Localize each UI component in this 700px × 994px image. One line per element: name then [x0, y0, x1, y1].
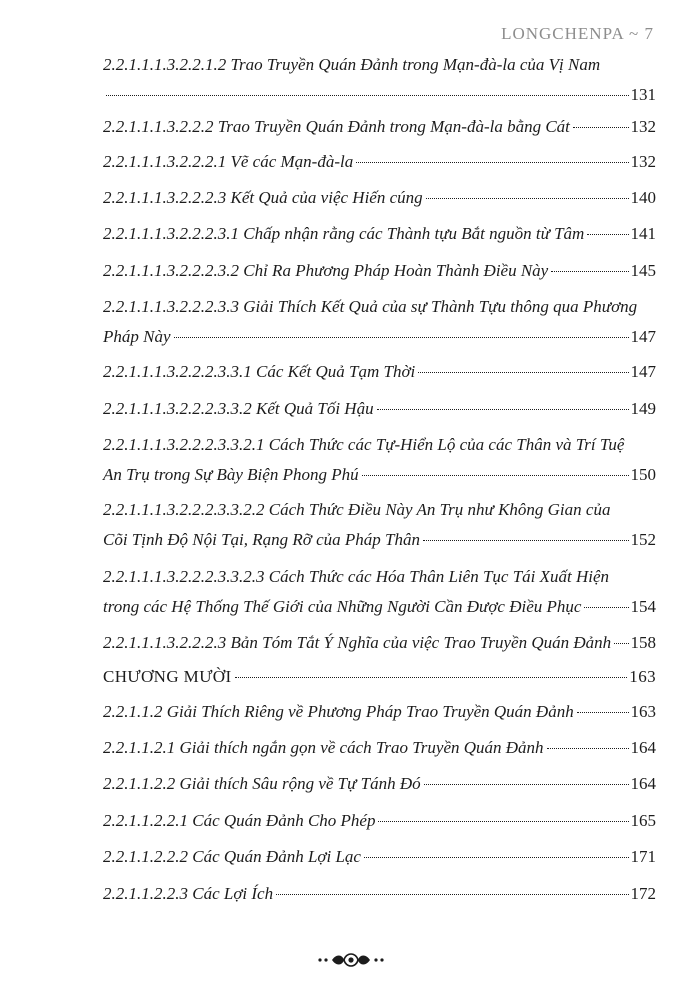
- toc-entry-title: 2.2.1.1.1.3.2.2.1.2 Trao Truyền Quán Đảnh trong Mạn-đà-la của Vị Nam: [103, 55, 601, 74]
- toc-entry: [103, 357, 656, 387]
- toc-page-number: 131: [630, 84, 656, 104]
- toc-page-number: 154: [630, 596, 656, 616]
- toc-entry-title: 2.2.1.1.2 Giải Thích Riêng về Phương Pháp Trao Truyền Quán Đảnh: [103, 702, 574, 721]
- toc-page-number: 158: [630, 633, 656, 652]
- toc-entry-line: [103, 628, 656, 658]
- toc-entry-title: 2.2.1.1.1.3.2.2.2.3.3.2.2 Cách Thức Điều Này An Trụ như Không Gian của: [103, 500, 611, 519]
- toc-entry-title: 2.2.1.1.1.3.2.2.2.1 Vẽ các Mạn-đà-la: [103, 152, 354, 171]
- toc-entry-title: 2.2.1.1.1.3.2.2.2.3 Bản Tóm Tắt Ý Nghĩa của việc Trao Truyền Quán Đảnh: [103, 633, 612, 652]
- toc-page-number: 147: [630, 326, 656, 346]
- toc-page-number: 149: [630, 399, 656, 418]
- dot-leader: [378, 821, 628, 822]
- dot-leader: [276, 894, 628, 895]
- toc-entry-title: Cõi Tịnh Độ Nội Tại, Rạng Rỡ của Pháp Thân: [103, 529, 420, 549]
- dot-leader: [235, 677, 628, 678]
- toc-entry: [103, 769, 656, 799]
- toc-entry: [103, 806, 656, 836]
- toc-entry: [103, 112, 656, 142]
- toc-page-number: 164: [630, 774, 656, 793]
- toc-entry: [103, 662, 656, 692]
- toc-entry: [103, 50, 656, 109]
- toc-entry-line: [103, 592, 656, 622]
- toc-page-number: 163: [629, 667, 656, 686]
- toc-entry-line: [103, 460, 656, 490]
- toc-page-number: 164: [630, 738, 656, 757]
- toc-entry: [103, 562, 656, 621]
- toc-entry-line: [103, 495, 656, 525]
- toc-entry-line: [103, 430, 656, 460]
- toc-entry-title: Pháp Này: [103, 326, 171, 346]
- toc-entry: [103, 183, 656, 213]
- toc-entry-title: 2.2.1.1.1.3.2.2.2.3.3.2 Kết Quả Tối Hậu: [103, 399, 374, 418]
- toc-entry-line: [103, 697, 656, 727]
- toc-entry: [103, 495, 656, 554]
- toc-page-number: 145: [630, 261, 656, 280]
- toc-entry: [103, 842, 656, 872]
- toc-page-number: 132: [630, 152, 656, 171]
- toc-entry-line: [103, 322, 656, 352]
- toc-entry: [103, 256, 656, 286]
- toc-entry-line: [103, 806, 656, 836]
- dot-leader: [174, 337, 629, 338]
- toc-entry-line: [103, 256, 656, 286]
- toc-page-number: 163: [630, 702, 656, 721]
- dot-leader: [106, 95, 629, 96]
- toc-entry: [103, 879, 656, 909]
- dot-leader: [426, 198, 629, 199]
- toc-entry-line: [103, 357, 656, 387]
- dot-leader: [364, 857, 629, 858]
- dot-leader: [577, 712, 629, 713]
- toc-entry-title: CHƯƠNG MƯỜI: [103, 667, 232, 686]
- running-head: LONGCHENPA ~ 7: [501, 24, 654, 43]
- toc-entry-line: [103, 842, 656, 872]
- toc-entry-line: [103, 525, 656, 555]
- toc-entry: [103, 292, 656, 351]
- toc-entry-title: 2.2.1.1.2.2.2 Các Quán Đảnh Lợi Lạc: [103, 847, 361, 866]
- toc-entry: [103, 628, 656, 658]
- toc-entry-line: [103, 183, 656, 213]
- toc-entry-line: [103, 80, 656, 110]
- toc-page-number: 165: [630, 811, 656, 830]
- ornament-icon: [316, 948, 386, 970]
- toc-entry: [103, 697, 656, 727]
- toc-entry-line: [103, 733, 656, 763]
- toc-entry-title: trong các Hệ Thống Thế Giới của Những Người Cần Được Điều Phục: [103, 596, 582, 616]
- toc-entry-title: An Trụ trong Sự Bày Biện Phong Phú: [103, 464, 359, 484]
- dot-leader: [551, 271, 628, 272]
- toc-entry-title: 2.2.1.1.1.3.2.2.2 Trao Truyền Quán Đảnh trong Mạn-đà-la bằng Cát: [103, 117, 570, 136]
- toc-entry-title: 2.2.1.1.2.2.1 Các Quán Đảnh Cho Phép: [103, 811, 376, 830]
- toc-entry-line: [103, 879, 656, 909]
- toc-page-number: 141: [630, 224, 656, 243]
- toc-entry: [103, 733, 656, 763]
- toc-entry-title: 2.2.1.1.1.3.2.2.2.3 Kết Quả của việc Hiến cúng: [103, 188, 423, 207]
- dot-leader: [584, 607, 628, 608]
- toc-page-number: 172: [630, 884, 656, 903]
- toc-entry-title: 2.2.1.1.1.3.2.2.2.3.3 Giải Thích Kết Quả của sự Thành Tựu thông qua Phương: [103, 297, 638, 316]
- toc-entry-line: [103, 562, 656, 592]
- dot-leader: [547, 748, 629, 749]
- toc-page-number: 152: [630, 529, 656, 549]
- dot-leader: [356, 162, 628, 163]
- toc-entry-line: [103, 219, 656, 249]
- toc-entry: [103, 430, 656, 489]
- toc-entry-title: 2.2.1.1.2.1 Giải thích ngắn gọn về cách Trao Truyền Quán Đảnh: [103, 738, 544, 757]
- toc-page-number: 150: [630, 464, 656, 484]
- toc-entry: [103, 219, 656, 249]
- dot-leader: [418, 372, 628, 373]
- toc-entry-line: [103, 50, 656, 80]
- toc-entry-line: [103, 292, 656, 322]
- toc-entry: [103, 394, 656, 424]
- toc-entry-title: 2.2.1.1.1.3.2.2.2.3.1 Chấp nhận rằng các Thành tựu Bắt nguồn từ Tâm: [103, 224, 585, 243]
- toc-page-number: 140: [630, 188, 656, 207]
- dot-leader: [614, 643, 628, 644]
- toc-entry-title: 2.2.1.1.1.3.2.2.2.3.3.2.3 Cách Thức các Hóa Thân Liên Tục Tái Xuất Hiện: [103, 567, 610, 586]
- toc-entry-title: 2.2.1.1.2.2.3 Các Lợi Ích: [103, 884, 274, 903]
- toc-entry-line: [103, 147, 656, 177]
- toc-entry-line: [103, 769, 656, 799]
- toc-entry-title: 2.2.1.1.1.3.2.2.2.3.3.2.1 Cách Thức các Tự-Hiển Lộ của các Thân và Trí Tuệ: [103, 435, 625, 454]
- toc-entry-title: 2.2.1.1.2.2 Giải thích Sâu rộng về Tự Tánh Đó: [103, 774, 421, 793]
- toc-entry-line: [103, 662, 656, 692]
- dot-leader: [423, 540, 629, 541]
- toc-page-number: 132: [630, 117, 656, 136]
- dot-leader: [424, 784, 629, 785]
- toc-entry: [103, 147, 656, 177]
- toc-entry-title: 2.2.1.1.1.3.2.2.2.3.3.1 Các Kết Quả Tạm Thời: [103, 362, 416, 381]
- toc-entry-title: 2.2.1.1.1.3.2.2.2.3.2 Chỉ Ra Phương Pháp Hoàn Thành Điều Này: [103, 261, 549, 280]
- toc-page-number: 147: [630, 362, 656, 381]
- dot-leader: [573, 127, 629, 128]
- toc-entry-line: [103, 394, 656, 424]
- toc-entry-line: [103, 112, 656, 142]
- dot-leader: [377, 409, 629, 410]
- toc-page-number: 171: [630, 847, 656, 866]
- dot-leader: [587, 234, 628, 235]
- dot-leader: [362, 475, 629, 476]
